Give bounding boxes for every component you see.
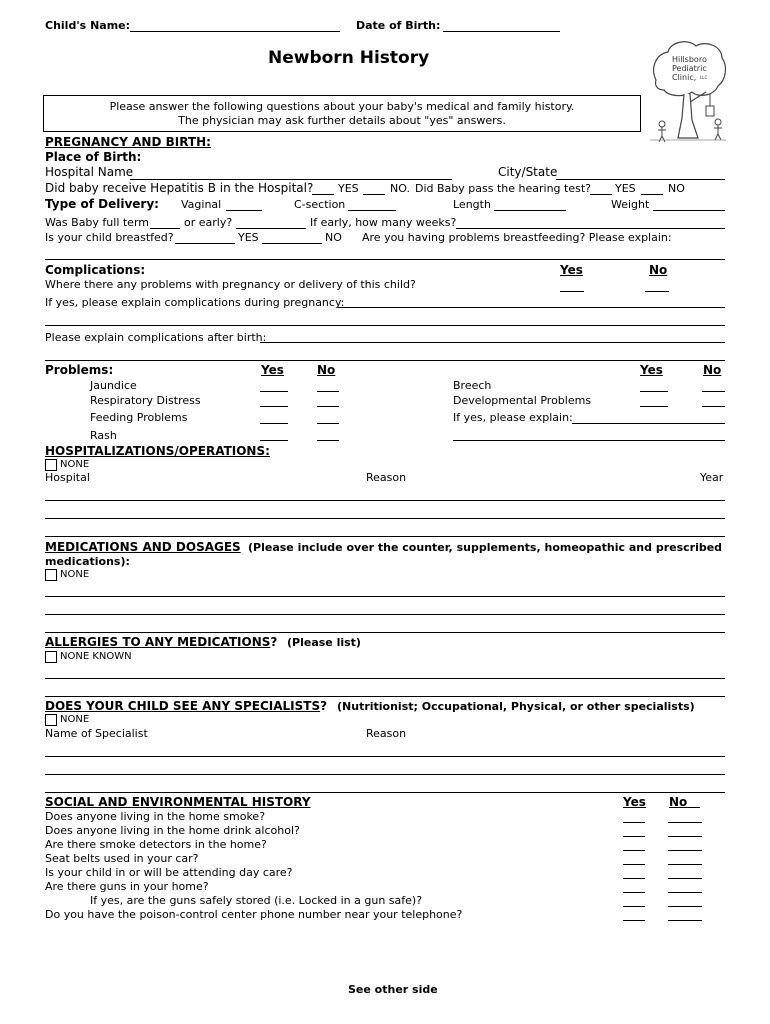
poison-yes-field[interactable] [623,920,645,921]
problem-developmental: Developmental Problems [453,394,592,407]
complications-yes-field[interactable] [560,291,584,292]
hepb-question: Did baby receive Hepatitis B in the Hospital? [45,181,314,195]
developmental-no-field[interactable] [702,406,725,407]
social-q-alcohol: Does anyone living in the home drink alcohol? [45,824,300,837]
breastfed-question: Is your child breastfed? [45,231,174,244]
place-of-birth-label: Place of Birth: [45,150,142,164]
specialists-none-label: NONE [60,714,90,725]
jaundice-no-field[interactable] [317,391,339,392]
hepb-yes-field[interactable] [312,194,334,195]
feeding-yes-field[interactable] [260,423,288,424]
problem-breech: Breech [453,379,492,392]
hospital-column-label: Hospital [45,471,90,484]
hearing-no-field[interactable] [641,194,663,195]
social-q-guns: Are there guns in your home? [45,880,209,893]
clinic-logo [648,38,728,144]
specialists-line-2[interactable] [45,774,725,775]
hospitalization-line-1[interactable] [45,500,725,501]
breech-no-field[interactable] [702,391,725,392]
social-heading: SOCIAL AND ENVIRONMENTAL HISTORY [45,795,311,809]
problems-no-header-right: No [703,363,722,377]
hospitalizations-heading: HOSPITALIZATIONS/OPERATIONS: [45,444,270,458]
guns-stored-yes-field[interactable] [623,906,645,907]
hearing-yes-field[interactable] [590,194,612,195]
allergies-heading-wrap [45,636,277,648]
jaundice-yes-field[interactable] [260,391,288,392]
csection-field[interactable] [348,210,396,211]
early-field[interactable] [236,228,306,229]
specialists-heading: DOES YOUR CHILD SEE ANY SPECIALISTS [45,699,321,713]
problem-respiratory: Respiratory Distress [90,394,201,407]
complications-question-2: If yes, please explain complications during pregnancy: [45,296,345,309]
complications-question-3: Please explain complications after birth: [45,331,267,344]
social-q-smoke-detectors: Are there smoke detectors in the home? [45,838,267,851]
smoke-no-field[interactable] [668,822,702,823]
complications-yes-header: Yes [560,263,583,277]
allergies-none-checkbox[interactable] [45,651,57,663]
allergies-line-2[interactable] [45,696,725,697]
pregnancy-complications-field[interactable] [338,307,725,308]
medications-line-2[interactable] [45,614,725,615]
length-field[interactable] [494,210,566,211]
vaginal-label: Vaginal [181,198,222,211]
respiratory-yes-field[interactable] [260,406,288,407]
hearing-question: Did Baby pass the hearing test? [415,182,591,195]
allergies-qmark: ? [270,635,278,649]
complications-heading: Complications: [45,263,146,277]
alcohol-yes-field[interactable] [623,836,645,837]
medications-note: (Please include over the counter, supplements, homeopathic and prescribed [248,541,723,554]
specialists-line-3[interactable] [45,792,725,793]
rash-no-field[interactable] [317,440,339,441]
feeding-no-field[interactable] [317,423,339,424]
if-early-label: If early, how many weeks? [310,216,457,229]
specialists-heading-wrap [45,700,327,712]
intro-line-1: Please answer the following questions about your baby's medical and family history. [109,100,575,113]
pregnancy-complications-field-2[interactable] [45,325,725,326]
pregnancy-heading: PREGNANCY AND BIRTH: [45,135,211,149]
breech-yes-field[interactable] [640,391,668,392]
weight-field[interactable] [653,210,725,211]
medications-line-3[interactable] [45,632,725,633]
breastfeeding-explain-field[interactable] [45,259,725,260]
social-q-guns-stored: If yes, are the guns safely stored (i.e. Locked in a gun safe)? [90,894,423,907]
social-no-header [669,796,700,808]
birth-complications-field[interactable] [260,342,725,343]
logo-line-3: Clinic, [672,73,697,82]
hospitalization-line-3[interactable] [45,536,725,537]
weight-label: Weight [611,198,650,211]
breastfed-yes-label: YES [238,231,259,244]
dob-label: Date of Birth: [356,19,441,32]
seatbelts-no-field[interactable] [668,864,702,865]
medications-line-1[interactable] [45,596,725,597]
social-no-header-text: No [669,795,688,809]
smoke-yes-field[interactable] [623,822,645,823]
specialists-note: (Nutritionist; Occupational, Physical, or other specialists) [337,700,695,713]
complications-question-1: Where there any problems with pregnancy or delivery of this child? [45,278,416,291]
length-label: Length [453,198,491,211]
seatbelts-yes-field[interactable] [623,864,645,865]
medications-none-checkbox[interactable] [45,569,57,581]
problems-explain-field-2[interactable] [453,440,725,441]
alcohol-no-field[interactable] [668,836,702,837]
breastfed-no-field[interactable] [262,243,322,244]
hospital-name-label: Hospital Name [45,165,134,179]
rash-yes-field[interactable] [260,440,288,441]
developmental-yes-field[interactable] [640,406,668,407]
social-q-poison-control: Do you have the poison-control center phone number near your telephone? [45,908,463,921]
tree-logo-icon [648,38,728,144]
problem-rash: Rash [90,429,117,442]
specialist-reason-column-label: Reason [366,727,407,740]
poison-no-field[interactable] [668,920,702,921]
daycare-yes-field[interactable] [623,878,645,879]
specialist-name-column-label: Name of Specialist [45,727,148,740]
social-yes-header: Yes [623,795,646,809]
problem-feeding: Feeding Problems [90,411,188,424]
social-q-smoke: Does anyone living in the home smoke? [45,810,266,823]
daycare-no-field[interactable] [668,878,702,879]
hospitalization-line-2[interactable] [45,518,725,519]
intro-line-2: The physician may ask further details about "yes" answers. [178,114,506,127]
problems-explain-label: If yes, please explain: [453,411,573,424]
hearing-no-label: NO [668,182,685,195]
hospital-name-field[interactable] [130,179,452,180]
full-term-question: Was Baby full term [45,216,149,229]
city-state-field[interactable] [556,179,725,180]
allergies-heading: ALLERGIES TO ANY MEDICATIONS [45,635,271,649]
problems-heading: Problems: [45,363,114,377]
page-title: Newborn History [268,48,430,68]
full-term-field[interactable] [150,228,180,229]
respiratory-no-field[interactable] [317,406,339,407]
guns-yes-field[interactable] [623,892,645,893]
medications-heading: MEDICATIONS AND DOSAGES [45,540,241,554]
city-state-label: City/State [498,165,558,179]
allergies-note: (Please list) [287,636,361,649]
child-name-label: Child's Name: [45,19,131,32]
breastfed-no-label: NO [325,231,342,244]
or-early-label: or early? [184,216,233,229]
logo-llc: LLC [700,75,708,80]
specialists-none-checkbox[interactable] [45,714,57,726]
problems-yes-header-right: Yes [640,363,663,377]
medications-note-line-2: medications): [45,555,130,568]
complications-no-field[interactable] [645,291,669,292]
dob-field[interactable] [443,31,560,32]
specialists-line-1[interactable] [45,756,725,757]
breastfed-yes-field[interactable] [175,243,235,244]
hospital-year-column-label: Year [700,471,724,484]
hepb-no-label: NO. [390,182,410,195]
csection-label: C-section [294,198,346,211]
problems-explain-field[interactable] [572,423,725,424]
see-other-side: See other side [348,983,438,996]
social-q-seat-belts: Seat belts used in your car? [45,852,199,865]
hospitalizations-none-checkbox[interactable] [45,459,57,471]
weeks-early-field[interactable] [456,228,725,229]
allergies-line-1[interactable] [45,678,725,679]
hospital-reason-column-label: Reason [366,471,407,484]
breastfeeding-problems-question: Are you having problems breastfeeding? Please explain: [362,231,672,244]
detectors-no-field[interactable] [668,850,702,851]
hepb-yes-label: YES [338,182,359,195]
logo-line-2: Pediatric [672,64,707,73]
medications-none-label: NONE [60,569,90,580]
child-name-field[interactable] [130,31,340,32]
problems-no-header-left: No [317,363,336,377]
birth-complications-field-2[interactable] [45,360,725,361]
vaginal-field[interactable] [226,210,262,211]
complications-no-header: No [649,263,668,277]
hepb-no-field[interactable] [363,194,385,195]
social-q-day-care: Is your child in or will be attending day care? [45,866,293,879]
logo-line-1: Hillsboro [672,55,707,64]
allergies-none-known-label: NONE KNOWN [60,651,132,662]
guns-no-field[interactable] [668,892,702,893]
problem-jaundice: Jaundice [90,379,137,392]
hearing-yes-label: YES [615,182,636,195]
problems-yes-header-left: Yes [261,363,284,377]
type-delivery-label: Type of Delivery: [45,197,159,211]
guns-stored-no-field[interactable] [668,906,702,907]
specialists-qmark: ? [320,699,328,713]
hospitalizations-none-label: NONE [60,459,90,470]
detectors-yes-field[interactable] [623,850,645,851]
